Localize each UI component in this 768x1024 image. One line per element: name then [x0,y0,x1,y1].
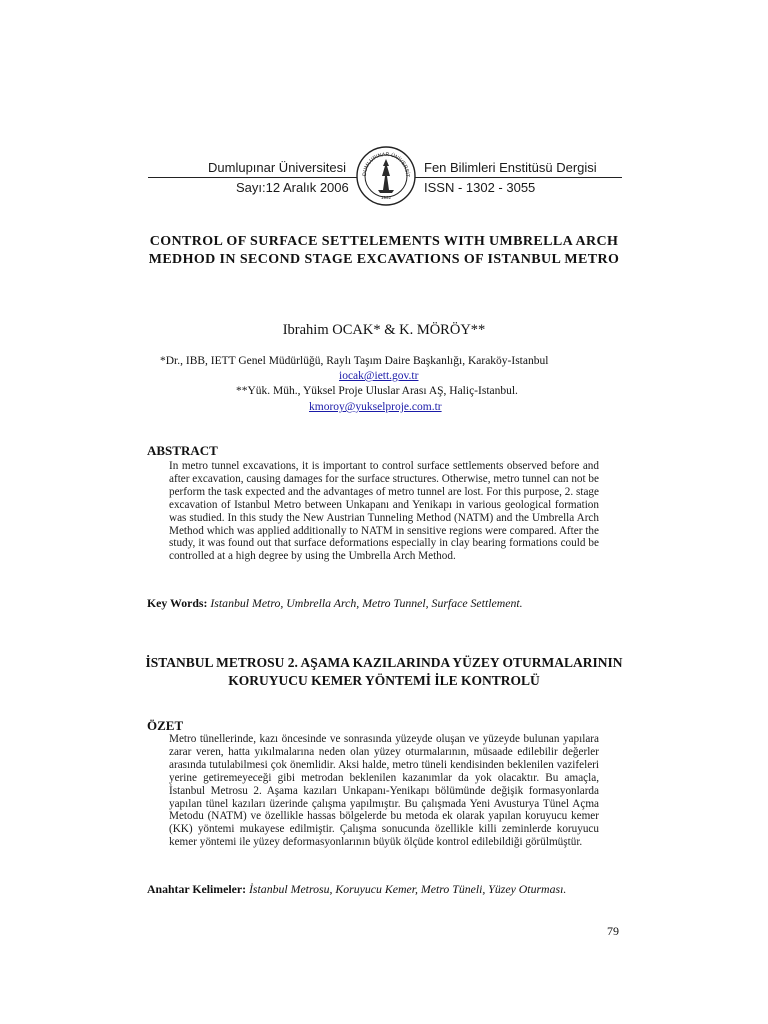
turkish-title: İSTANBUL METROSU 2. AŞAMA KAZILARINDA YÜZEY OTURMALARININ KORUYUCU KEMER YÖNTEMİ İLE KONTROLÜ [145,655,623,688]
page-number: 79 [607,924,619,938]
anahtar-text: İstanbul Metrosu, Koruyucu Kemer, Metro Tüneli, Yüzey Oturması. [249,882,567,896]
university-seal-icon [356,146,416,206]
seal-year: 1992 [380,195,392,200]
seal-lettering: DUMLUPINAR ÜNİVERSİT [361,151,411,178]
paper-title: CONTROL OF SURFACE SETTELEMENTS WITH UMBRELLA ARCH MEDHOD IN SECOND STAGE EXCAVATIONS OF ISTANBUL METRO [148,234,620,267]
abstract-text: In metro tunnel excavations, it is important to control surface settlements observed before and after excavation, causing damages for the surface structures. Otherwise, metro tunnel can not be perform the task expected and the advantages of metro tunnel are lost. For this purpose, 2. stage excavation of Istanbul Metro between Unkapanı and Yenikapı in various geological formation was studied. In this study the New Austrian Tunneling Method (NATM) and the Umbrella Arch Method which was applied additionally to NATM in sensitive regions were compared. After the study, it was found out that surface deformations especially in clay bearing formations could be controlled at a high degree by using the Umbrella Arch Method. [169,460,599,563]
keywords-label: Key Words: [147,596,208,610]
journal-header [148,148,622,208]
ozet-heading: ÖZET [147,718,184,733]
university-name: Dumlupınar Üniversitesi [208,160,346,175]
anahtar-label: Anahtar Kelimeler: [147,882,247,896]
affiliation-1: *Dr., IBB, IETT Genel Müdürlüğü, Raylı Taşım Daire Başkanlığı, Karaköy-Istanbul [160,355,549,367]
issn: ISSN - 1302 - 3055 [424,180,536,195]
keywords [147,596,523,611]
email-link-1[interactable]: iocak@iett.gov.tr [339,370,419,382]
journal-name: Fen Bilimleri Enstitüsü Dergisi [424,160,597,175]
abstract-heading: ABSTRACT [147,443,218,458]
affiliation-2: **Yük. Müh., Yüksel Proje Uluslar Arası AŞ, Haliç-Istanbul. [236,385,518,397]
anahtar-kelimeler [147,882,566,897]
authors: Ibrahim OCAK* & K. MÖRÖY** [282,322,486,338]
keywords-text: Istanbul Metro, Umbrella Arch, Metro Tunnel, Surface Settlement. [210,596,523,610]
email-link-2[interactable]: kmoroy@yukselproje.com.tr [309,401,442,413]
ozet-text: Metro tünellerinde, kazı öncesinde ve sonrasında yüzeyde oluşan ve yüzeyde bulunan yapılara zarar veren, hatta yıkılmalarına neden olan yüzey oturmalarının, müsaade edilebilir değerler arasında tutulabilmesi çok önemlidir. Aksi halde, metro tüneli kendisinden beklenilen vazifeleri yerine getiremeyeceği gibi metrodan beklenilen kazanımlar da yok olacaktır. Bu amaçla, İstanbul Metrosu 2. Aşama kazıları Unkapanı-Yenikapı bölümünde değişik formasyonlarda yapılan tünel kazıları üzerinde çalışma yapılmıştır. Bu çalışmada Yeni Avusturya Tünel Açma Metodu (NATM) ve özellikle hassas bölgelerde bu metoda ek olarak yapılan koruyucu kemer (KK) yöntemi mukayese edilmiştir. Çalışma sonucunda özellikle killi zeminlerde koruyucu kemer yöntemi ile yüzey deformasyonlarının büyük ölçüde kontrol edilebildiği görülmüştür. [169,733,599,849]
issue-info: Sayı:12 Aralık 2006 [236,180,349,195]
